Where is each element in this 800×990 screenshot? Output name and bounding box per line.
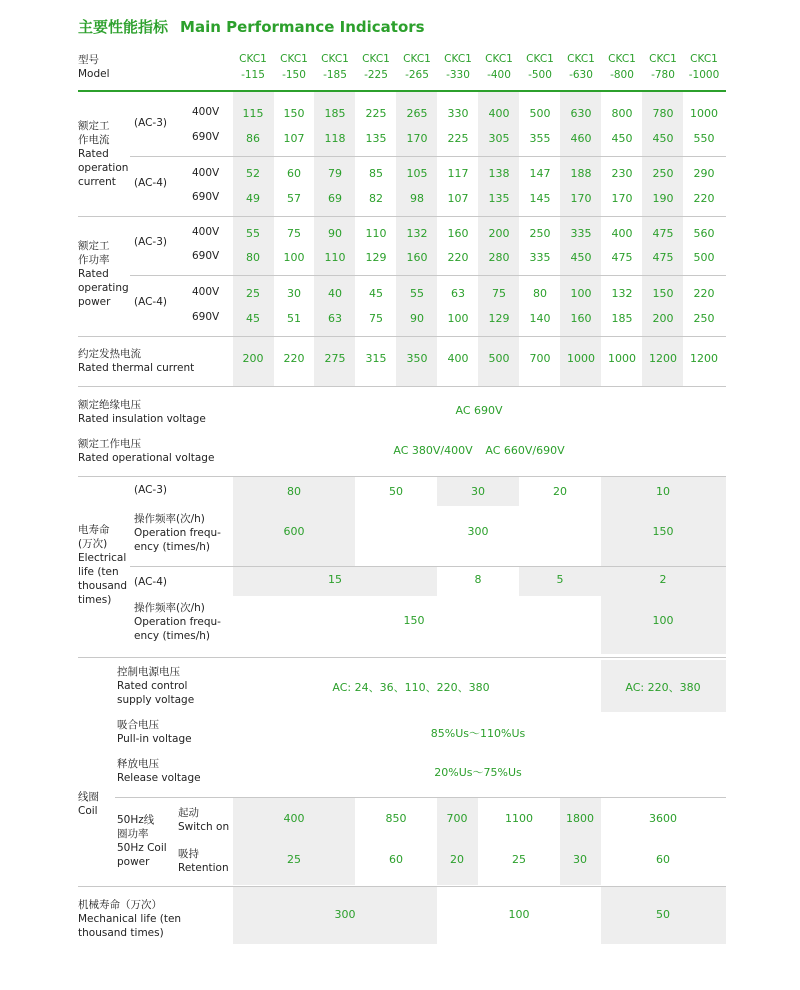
control-voltage-label: 控制电源电压 Rated control supply voltage <box>117 666 195 706</box>
current-ac4-400v-value: 117 <box>447 167 469 180</box>
title-en: Main Performance Indicators <box>180 18 425 36</box>
current-ac3-400v-value: 330 <box>447 107 469 120</box>
thermal-current-value: 1000 <box>608 352 636 365</box>
thermal-label: 约定发热电流 Rated thermal current <box>78 348 195 374</box>
switch-on-value: 3600 <box>649 812 677 825</box>
power-ac4-690v-value: 90 <box>410 312 424 325</box>
rule <box>130 566 726 567</box>
retention-value: 25 <box>512 853 526 866</box>
retention-value: 60 <box>656 853 670 866</box>
current-ac4-690v-value: 190 <box>652 192 674 205</box>
current-ac3-400v-value: 1000 <box>690 107 718 120</box>
mechanical-label: 机械寿命（万次） Mechanical life (ten thousand times) <box>78 899 182 939</box>
current-ac3-690v-value: 355 <box>529 132 551 145</box>
power-ac3-400v-value: 160 <box>447 227 469 240</box>
power-ac4-690v-value: 51 <box>287 312 301 325</box>
switch-on-value: 850 <box>385 812 407 825</box>
ac4-life-value: 5 <box>556 573 564 586</box>
current-label: 额定工 作电流 Rated operation current <box>78 120 129 188</box>
model-header: CKC1 -185 <box>321 53 349 81</box>
power-ac3-690v-value: 500 <box>693 251 715 264</box>
operational-label: 额定工作电压 Rated operational voltage <box>78 438 215 464</box>
power-ac4-690v-value: 185 <box>611 312 633 325</box>
electrical-label: 电寿命 (万次) Electrical life (ten thousand times) <box>78 524 128 606</box>
shade-coil-4 <box>560 797 601 885</box>
power-ac3-690v-value: 100 <box>283 251 305 264</box>
model-header: CKC1 -1000 <box>688 53 720 81</box>
release-value: 20%Us～75%Us <box>434 766 522 779</box>
power-ac4-690v-value: 160 <box>570 312 592 325</box>
rule <box>78 886 726 887</box>
current-ac4-690v-value: 82 <box>369 192 383 205</box>
operational-value-2: AC 660V/690V <box>485 444 565 457</box>
ac4-freq-value: 150 <box>403 614 425 627</box>
current-ac3-400v-value: 800 <box>611 107 633 120</box>
ac4-freq-value: 100 <box>652 614 674 627</box>
power-ac4-400v-value: 80 <box>533 287 547 300</box>
current-ac3-400v-value: 400 <box>488 107 510 120</box>
rule <box>130 156 726 157</box>
thermal-current-value: 700 <box>529 352 551 365</box>
current-ac4-400v-value: 52 <box>246 167 260 180</box>
rule <box>78 336 726 337</box>
power-ac4-400v-value: 30 <box>287 287 301 300</box>
model-header: CKC1 -330 <box>444 53 472 81</box>
mechanical-value: 300 <box>334 908 356 921</box>
power-ac3-690v-value: 475 <box>611 251 633 264</box>
power-ac3-400v-value: 110 <box>365 227 387 240</box>
release-label: 释放电压 Release voltage <box>117 758 201 784</box>
current-ac3-690v: 690V <box>192 131 220 143</box>
thermal-current-value: 350 <box>406 352 428 365</box>
switch-on-label: 起动 Switch on <box>178 807 230 833</box>
model-header: CKC1 -780 <box>649 53 677 81</box>
power-ac3-400v-value: 335 <box>570 227 592 240</box>
current-ac3-400v-value: 265 <box>406 107 428 120</box>
current-ac4-400v-value: 290 <box>693 167 715 180</box>
current-ac4-400v: 400V <box>192 167 220 179</box>
switch-on-value: 700 <box>446 812 468 825</box>
power-ac4-690v-value: 200 <box>652 312 674 325</box>
retention-label: 吸持 Retention <box>178 848 229 874</box>
current-ac4-690v-value: 220 <box>693 192 715 205</box>
rule <box>130 275 726 276</box>
current-ac3-400v-value: 150 <box>283 107 305 120</box>
current-ac4-400v-value: 250 <box>652 167 674 180</box>
electrical-ac3-freq-label: 操作频率(次/h) Operation frequ- ency (times/h) <box>134 513 221 553</box>
coil-power-label: 50Hz线 圈功率 50Hz Coil power <box>117 814 167 868</box>
current-ac3: (AC-3) <box>134 117 167 129</box>
mechanical-value: 100 <box>508 908 530 921</box>
current-ac4-690v-value: 69 <box>328 192 342 205</box>
ac4-life-value: 15 <box>328 573 342 586</box>
pullin-label: 吸合电压 Pull-in voltage <box>117 719 192 745</box>
current-ac4: (AC-4) <box>134 177 167 189</box>
shade-el-3 <box>601 476 726 654</box>
current-ac3-690v-value: 135 <box>365 132 387 145</box>
current-ac4-690v-value: 49 <box>246 192 260 205</box>
power-ac3-690v-value: 220 <box>447 251 469 264</box>
current-ac4-690v: 690V <box>192 191 220 203</box>
power-ac4-690v-value: 63 <box>328 312 342 325</box>
power-ac4-400v-value: 132 <box>611 287 633 300</box>
header-rule <box>78 90 726 92</box>
current-ac3-400v: 400V <box>192 106 220 118</box>
thermal-current-value: 315 <box>365 352 387 365</box>
ac3-life-value: 80 <box>287 485 301 498</box>
current-ac3-690v-value: 118 <box>324 132 346 145</box>
power-ac3-690v-value: 475 <box>652 251 674 264</box>
power-ac4-400v-value: 150 <box>652 287 674 300</box>
power-ac4-400v: 400V <box>192 286 220 298</box>
current-ac4-400v-value: 138 <box>488 167 510 180</box>
pullin-value: 85%Us～110%Us <box>430 727 526 740</box>
current-ac4-400v-value: 60 <box>287 167 301 180</box>
thermal-current-value: 400 <box>447 352 469 365</box>
power-ac4-690v-value: 250 <box>693 312 715 325</box>
thermal-current-value: 220 <box>283 352 305 365</box>
electrical-ac3: (AC-3) <box>134 484 167 496</box>
insulation-value: AC 690V <box>455 404 503 417</box>
power-ac4-690v-value: 45 <box>246 312 260 325</box>
current-ac3-690v-value: 460 <box>570 132 592 145</box>
current-ac4-690v-value: 98 <box>410 192 424 205</box>
mechanical-value: 50 <box>656 908 670 921</box>
thermal-current-value: 1000 <box>567 352 595 365</box>
current-ac3-690v-value: 450 <box>652 132 674 145</box>
current-ac4-400v-value: 188 <box>570 167 592 180</box>
current-ac4-690v-value: 170 <box>611 192 633 205</box>
ac3-freq-value: 300 <box>467 525 489 538</box>
power-ac4-400v-value: 45 <box>369 287 383 300</box>
model-label <box>78 54 110 81</box>
power-ac4-400v-value: 40 <box>328 287 342 300</box>
thermal-current-value: 200 <box>242 352 264 365</box>
shade-coil-3 <box>437 797 478 885</box>
switch-on-value: 1100 <box>505 812 533 825</box>
thermal-current-value: 500 <box>488 352 510 365</box>
power-ac3-690v-value: 129 <box>365 251 387 264</box>
current-ac3-400v-value: 500 <box>529 107 551 120</box>
current-ac4-400v-value: 230 <box>611 167 633 180</box>
ac3-freq-value: 150 <box>652 525 674 538</box>
power-ac3-400v-value: 55 <box>246 227 260 240</box>
control-voltage-value-1: AC: 24、36、110、220、380 <box>332 681 490 694</box>
current-ac4-400v-value: 85 <box>369 167 383 180</box>
power-ac4-690v-value: 140 <box>529 312 551 325</box>
rule <box>78 216 726 217</box>
model-label-en: Model <box>78 67 110 80</box>
current-ac3-690v-value: 86 <box>246 132 260 145</box>
rule <box>115 797 726 798</box>
operational-value-1: AC 380V/400V <box>393 444 473 457</box>
power-ac3-400v-value: 75 <box>287 227 301 240</box>
current-ac3-690v-value: 170 <box>406 132 428 145</box>
power-ac4-400v-value: 55 <box>410 287 424 300</box>
current-ac4-400v-value: 79 <box>328 167 342 180</box>
retention-value: 25 <box>287 853 301 866</box>
model-header: CKC1 -800 <box>608 53 636 81</box>
current-ac4-690v-value: 170 <box>570 192 592 205</box>
current-ac3-400v-value: 115 <box>242 107 264 120</box>
power-ac4-400v-value: 63 <box>451 287 465 300</box>
power-ac4-690v: 690V <box>192 311 220 323</box>
power-ac4: (AC-4) <box>134 296 167 308</box>
current-ac3-400v-value: 630 <box>570 107 592 120</box>
power-ac3-400v-value: 132 <box>406 227 428 240</box>
power-ac3-690v-value: 335 <box>529 251 551 264</box>
power-ac3-400v-value: 475 <box>652 227 674 240</box>
power-ac3-690v-value: 160 <box>406 251 428 264</box>
power-ac4-400v-value: 220 <box>693 287 715 300</box>
power-ac3-400v-value: 250 <box>529 227 551 240</box>
power-ac3: (AC-3) <box>134 236 167 248</box>
power-ac3-690v-value: 450 <box>570 251 592 264</box>
shade-coil-2 <box>233 797 355 885</box>
ac4-life-value: 2 <box>659 573 667 586</box>
current-ac4-690v-value: 57 <box>287 192 301 205</box>
power-ac3-690v: 690V <box>192 250 220 262</box>
ac3-life-value: 50 <box>389 485 403 498</box>
switch-on-value: 400 <box>283 812 305 825</box>
model-label-zh: 型号 <box>78 54 99 66</box>
power-ac3-400v-value: 200 <box>488 227 510 240</box>
power-ac3-400v-value: 400 <box>611 227 633 240</box>
power-ac4-400v-value: 75 <box>492 287 506 300</box>
power-ac3-690v-value: 280 <box>488 251 510 264</box>
ac3-freq-value: 600 <box>283 525 305 538</box>
retention-value: 30 <box>573 853 587 866</box>
model-header: CKC1 -150 <box>280 53 308 81</box>
power-ac3-690v-value: 80 <box>246 251 260 264</box>
current-ac3-400v-value: 780 <box>652 107 674 120</box>
electrical-ac4: (AC-4) <box>134 576 167 588</box>
current-ac4-400v-value: 147 <box>529 167 551 180</box>
ac4-life-value: 8 <box>474 573 482 586</box>
current-ac3-690v-value: 225 <box>447 132 469 145</box>
current-ac3-690v-value: 107 <box>283 132 305 145</box>
current-ac4-400v-value: 105 <box>406 167 428 180</box>
current-ac3-690v-value: 450 <box>611 132 633 145</box>
model-header: CKC1 -400 <box>485 53 513 81</box>
model-header: CKC1 -500 <box>526 53 554 81</box>
rule <box>78 657 726 658</box>
ac3-life-value: 10 <box>656 485 670 498</box>
current-ac4-690v-value: 145 <box>529 192 551 205</box>
model-header: CKC1 -630 <box>567 53 595 81</box>
current-ac4-690v-value: 135 <box>488 192 510 205</box>
model-header: CKC1 -115 <box>239 53 267 81</box>
power-ac4-690v-value: 100 <box>447 312 469 325</box>
title-zh: 主要性能指标 <box>78 18 169 36</box>
coil-label: 线圈 Coil <box>78 791 99 817</box>
power-ac4-400v-value: 25 <box>246 287 260 300</box>
current-ac3-400v-value: 225 <box>365 107 387 120</box>
switch-on-value: 1800 <box>566 812 594 825</box>
power-ac3-400v: 400V <box>192 226 220 238</box>
current-ac3-690v-value: 305 <box>488 132 510 145</box>
thermal-current-value: 1200 <box>649 352 677 365</box>
current-ac3-690v-value: 550 <box>693 132 715 145</box>
power-ac4-400v-value: 100 <box>570 287 592 300</box>
power-ac3-690v-value: 110 <box>324 251 346 264</box>
rule <box>78 476 726 477</box>
power-ac4-690v-value: 129 <box>488 312 510 325</box>
ac3-life-value: 30 <box>471 485 485 498</box>
current-ac3-400v-value: 185 <box>324 107 346 120</box>
model-header: CKC1 -265 <box>403 53 431 81</box>
retention-value: 20 <box>450 853 464 866</box>
insulation-label: 额定绝缘电压 Rated insulation voltage <box>78 399 206 425</box>
retention-value: 60 <box>389 853 403 866</box>
electrical-ac4-freq-label: 操作频率(次/h) Operation frequ- ency (times/h) <box>134 602 221 642</box>
page-title <box>78 16 425 37</box>
thermal-current-value: 275 <box>324 352 346 365</box>
rule <box>78 386 726 387</box>
power-ac4-690v-value: 75 <box>369 312 383 325</box>
power-label: 额定工 作功率 Rated operating power <box>78 240 129 308</box>
current-ac4-690v-value: 107 <box>447 192 469 205</box>
model-header: CKC1 -225 <box>362 53 390 81</box>
power-ac3-400v-value: 560 <box>693 227 715 240</box>
control-voltage-value-2: AC: 220、380 <box>625 681 701 694</box>
thermal-current-value: 1200 <box>690 352 718 365</box>
ac3-life-value: 20 <box>553 485 567 498</box>
power-ac3-400v-value: 90 <box>328 227 342 240</box>
